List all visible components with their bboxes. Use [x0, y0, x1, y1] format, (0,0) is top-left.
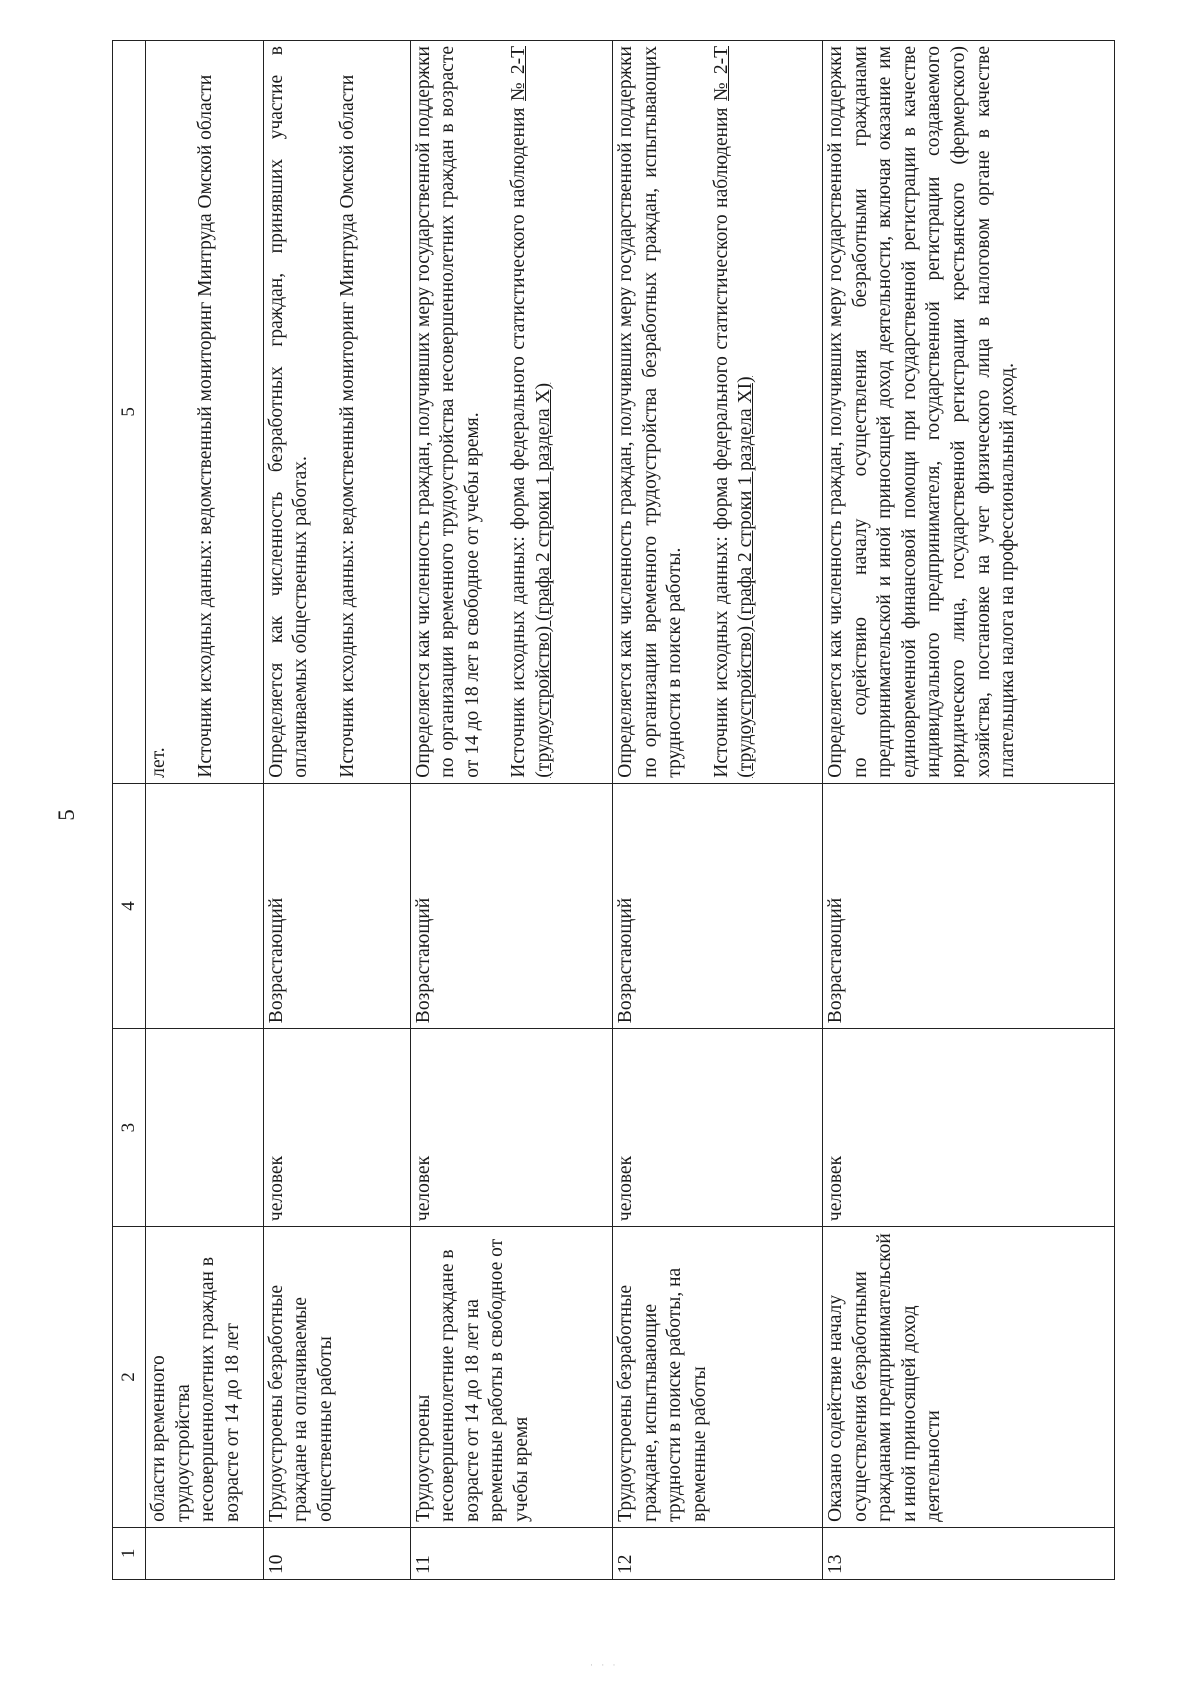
row-number: 12 [612, 1527, 822, 1579]
indicator-name: Трудоустроены безработные граждане на оплачиваемые общественные работы [263, 1227, 410, 1528]
data-source-text: Источник исходных данных: ведомственный мониторинг Минтруда Омской области [336, 74, 358, 778]
indicator-name: Оказано содействие началу осуществления безработными гражданами предпринимательской и иной приносящей доход деятельности [823, 1227, 1115, 1528]
method-description: Определяется как численность граждан, получивших меру государственной поддержки по организации временного трудоустройства несовершеннолетних граждан в возрасте от 14 до 18 лет в свободное от учебы время. [412, 46, 483, 778]
calculation-method [263, 41, 410, 784]
indicator-name: Трудоустроены безработные граждане, испытывающие трудности в поиске работы, на временные работы [612, 1227, 822, 1528]
header-col-2: 2 [113, 1227, 146, 1528]
page-number: 5 [54, 809, 79, 821]
header-col-3: 3 [113, 1029, 146, 1227]
indicator-trend: Возрастающий [612, 783, 822, 1029]
unit-of-measure [146, 1029, 263, 1227]
row-number [146, 1527, 263, 1579]
data-source-form-ref: № 2-Т (трудоустройство) (графа 2 строки 1 раздела XI) [710, 46, 757, 778]
data-source [507, 46, 556, 778]
table-row [146, 41, 263, 1580]
data-source-text: Источник исходных данных: форма федерального статистического наблюдения [508, 101, 530, 778]
table-row [263, 41, 410, 1580]
method-description: Определяется как численность безработных граждан, принявших участие в оплачиваемых общественных работах. [265, 46, 312, 778]
data-source-text: Источник исходных данных: форма федерального статистического наблюдения [710, 101, 732, 778]
indicator-trend: Возрастающий [410, 783, 612, 1029]
indicator-table [112, 40, 1115, 1580]
table-row [612, 41, 822, 1580]
method-description: Определяется как численность граждан, получивших меру государственной поддержки по содействию началу осуществления безработными гражданами предпринимательской и иной приносящей доход деятельности, включая оказание им единовременной финансовой помощи при государственной регистрации в качестве индивидуального предпринимателя, государственной регистрации создаваемого юридического лица, государственной регистрации крестьянского (фермерского) хозяйства, постановке на учет физического лица в налоговом органе в качестве плательщика налога на профессиональный доход. [825, 46, 1019, 778]
data-source-text: Источник исходных данных: ведомственный мониторинг Минтруда Омской области [194, 74, 216, 778]
method-description: Определяется как численность граждан, получивших меру государственной поддержки по организации временного трудоустройства безработных граждан, испытывающих трудности в поиске работы. [614, 46, 686, 778]
header-col-5: 5 [113, 41, 146, 784]
calculation-method [410, 41, 612, 784]
indicator-trend: Возрастающий [263, 783, 410, 1029]
header-col-4: 4 [113, 783, 146, 1029]
header-col-1: 1 [113, 1527, 146, 1579]
unit-of-measure: человек [263, 1029, 410, 1227]
calculation-method [146, 41, 263, 784]
method-description: лет. [148, 747, 170, 778]
data-source [710, 46, 759, 778]
data-source [194, 46, 219, 778]
rotated-table-wrapper [112, 40, 1115, 1580]
table-row [410, 41, 612, 1580]
table-header-row [113, 41, 146, 1580]
indicator-trend [146, 783, 263, 1029]
table-row [823, 41, 1115, 1580]
unit-of-measure: человек [410, 1029, 612, 1227]
row-number: 10 [263, 1527, 410, 1579]
unit-of-measure: человек [823, 1029, 1115, 1227]
indicator-name: области временного трудоустройства несовершеннолетних граждан в возрасте от 14 до 18 лет [146, 1227, 263, 1528]
indicator-name: Трудоустроены несовершеннолетние граждане в возрасте от 14 до 18 лет на временные работы в свободное от учебы время [410, 1227, 612, 1528]
unit-of-measure: человек [612, 1029, 822, 1227]
row-number: 13 [823, 1527, 1115, 1579]
indicator-trend: Возрастающий [823, 783, 1115, 1029]
calculation-method [823, 41, 1115, 784]
row-number: 11 [410, 1527, 612, 1579]
scan-artifact: · · · [590, 1660, 619, 1670]
calculation-method [612, 41, 822, 784]
data-source [336, 46, 361, 778]
data-source-form-ref: № 2-Т (трудоустройство) (графа 2 строки 1 раздела X) [508, 46, 555, 778]
